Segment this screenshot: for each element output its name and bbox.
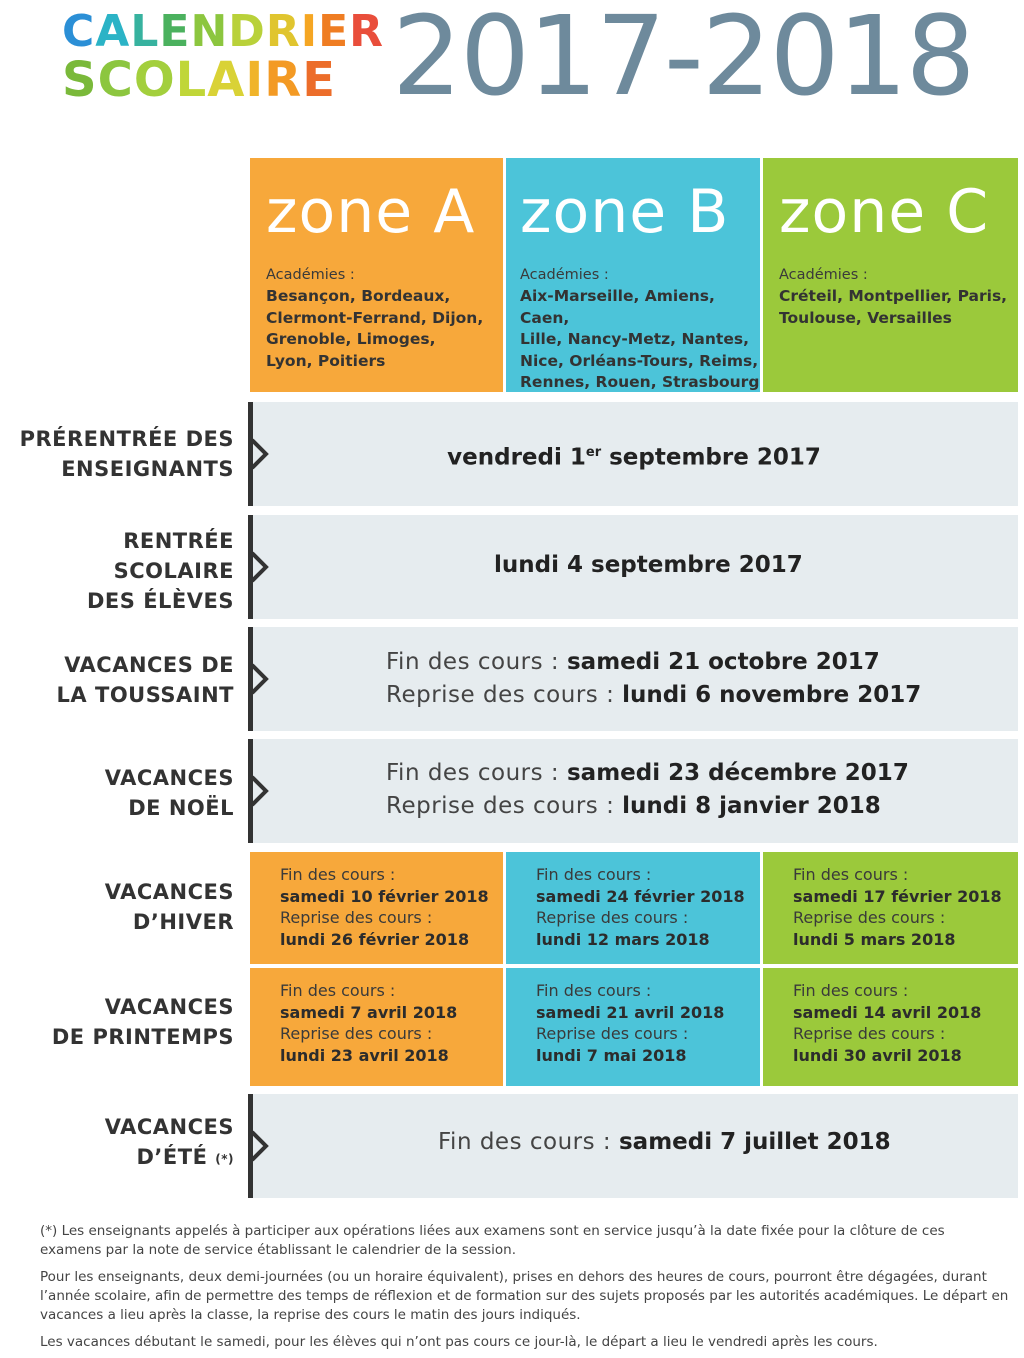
prerentree-date: vendredi 1er septembre 2017 [447, 444, 821, 471]
zone-c-header [763, 158, 1018, 392]
toussaint-dates: Fin des cours : samedi 21 octobre 2017 Reprise des cours : lundi 6 novembre 2017 [386, 649, 922, 708]
zone-b-title: zone B [520, 177, 730, 247]
zone-c-academies-list: Créteil, Montpellier, Paris, Toulouse, Versailles [779, 287, 1008, 327]
zone-b-academies-list: Aix-Marseille, Amiens, Caen, Lille, Nancy-Metz, Nantes, Nice, Orléans-Tours, Reims, Rennes, Rouen, Strasbourg [520, 287, 760, 391]
hiver-zone-b: Fin des cours : samedi 24 février 2018 Reprise des cours : lundi 12 mars 2018 [506, 852, 760, 964]
title-years: 2017-2018 [392, 0, 974, 120]
row-label-hiver: VACANCES D’HIVER [104, 880, 234, 934]
hiver-zone-c: Fin des cours : samedi 17 février 2018 Reprise des cours : lundi 5 mars 2018 [763, 852, 1018, 964]
zone-c-academies-label: Académies : [779, 267, 868, 283]
footnote-1: (*) Les enseignants appelés à participer aux opérations liées aux examens sont en service jusqu’à la date fixée pour la clôture de ces examens par la note de service établissant le calendrier de la session. [40, 1223, 945, 1258]
chevron-right-icon [250, 1130, 270, 1162]
zone-b-academies-label: Académies : [520, 267, 609, 283]
chevron-right-icon [250, 663, 270, 695]
rentree-date: lundi 4 septembre 2017 [494, 552, 803, 578]
zone-a-academies-list: Besançon, Bordeaux, Clermont-Ferrand, Dijon, Grenoble, Limoges, Lyon, Poitiers [266, 287, 484, 370]
footnote-2: Pour les enseignants, deux demi-journées (ou un horaire équivalent), prises en dehors des heures de cours, pourront être dégagées, durant l’année scolaire, afin de permettre des temps de réflexion et de formation sur des sujets proposés par les autorités académiques. Le départ en vacances a lieu après la classe, la reprise des cours le matin des jours indiqués. [40, 1269, 1009, 1323]
row-label-toussaint: VACANCES DE LA TOUSSAINT [56, 653, 234, 707]
footnote-3: Les vacances débutant le samedi, pour les élèves qui n’ont pas cours ce jour-là, le départ a lieu le vendredi après les cours. [40, 1334, 878, 1350]
row-label-rentree: RENTRÉE SCOLAIRE DES ÉLÈVES [86, 529, 234, 613]
title-line-1: CALENDRIER [62, 6, 385, 57]
title-line-2: SCOLAIRE [62, 52, 336, 108]
printemps-zone-c: Fin des cours : samedi 14 avril 2018 Reprise des cours : lundi 30 avril 2018 [763, 968, 1018, 1086]
zone-a-header [250, 158, 503, 392]
zone-a-academies-label: Académies : [266, 267, 355, 283]
row-label-prerentree: PRÉRENTRÉE DES ENSEIGNANTS [19, 427, 234, 481]
printemps-zone-a: Fin des cours : samedi 7 avril 2018 Reprise des cours : lundi 23 avril 2018 [250, 968, 503, 1086]
zone-b-header [506, 158, 760, 392]
zone-a-title: zone A [266, 177, 476, 247]
zone-c-title: zone C [779, 177, 990, 247]
printemps-zone-b: Fin des cours : samedi 21 avril 2018 Reprise des cours : lundi 7 mai 2018 [506, 968, 760, 1086]
noel-dates: Fin des cours : samedi 23 décembre 2017 Reprise des cours : lundi 8 janvier 2018 [386, 760, 909, 819]
row-label-printemps: VACANCES DE PRINTEMPS [51, 995, 234, 1049]
chevron-right-icon [250, 775, 270, 807]
row-label-ete: VACANCES D’ÉTÉ (*) [104, 1115, 234, 1169]
chevron-right-icon [250, 551, 270, 583]
ete-date: Fin des cours : samedi 7 juillet 2018 [438, 1129, 891, 1155]
hiver-zone-a: Fin des cours : samedi 10 février 2018 Reprise des cours : lundi 26 février 2018 [250, 852, 503, 964]
row-label-noel: VACANCES DE NOËL [104, 766, 234, 820]
